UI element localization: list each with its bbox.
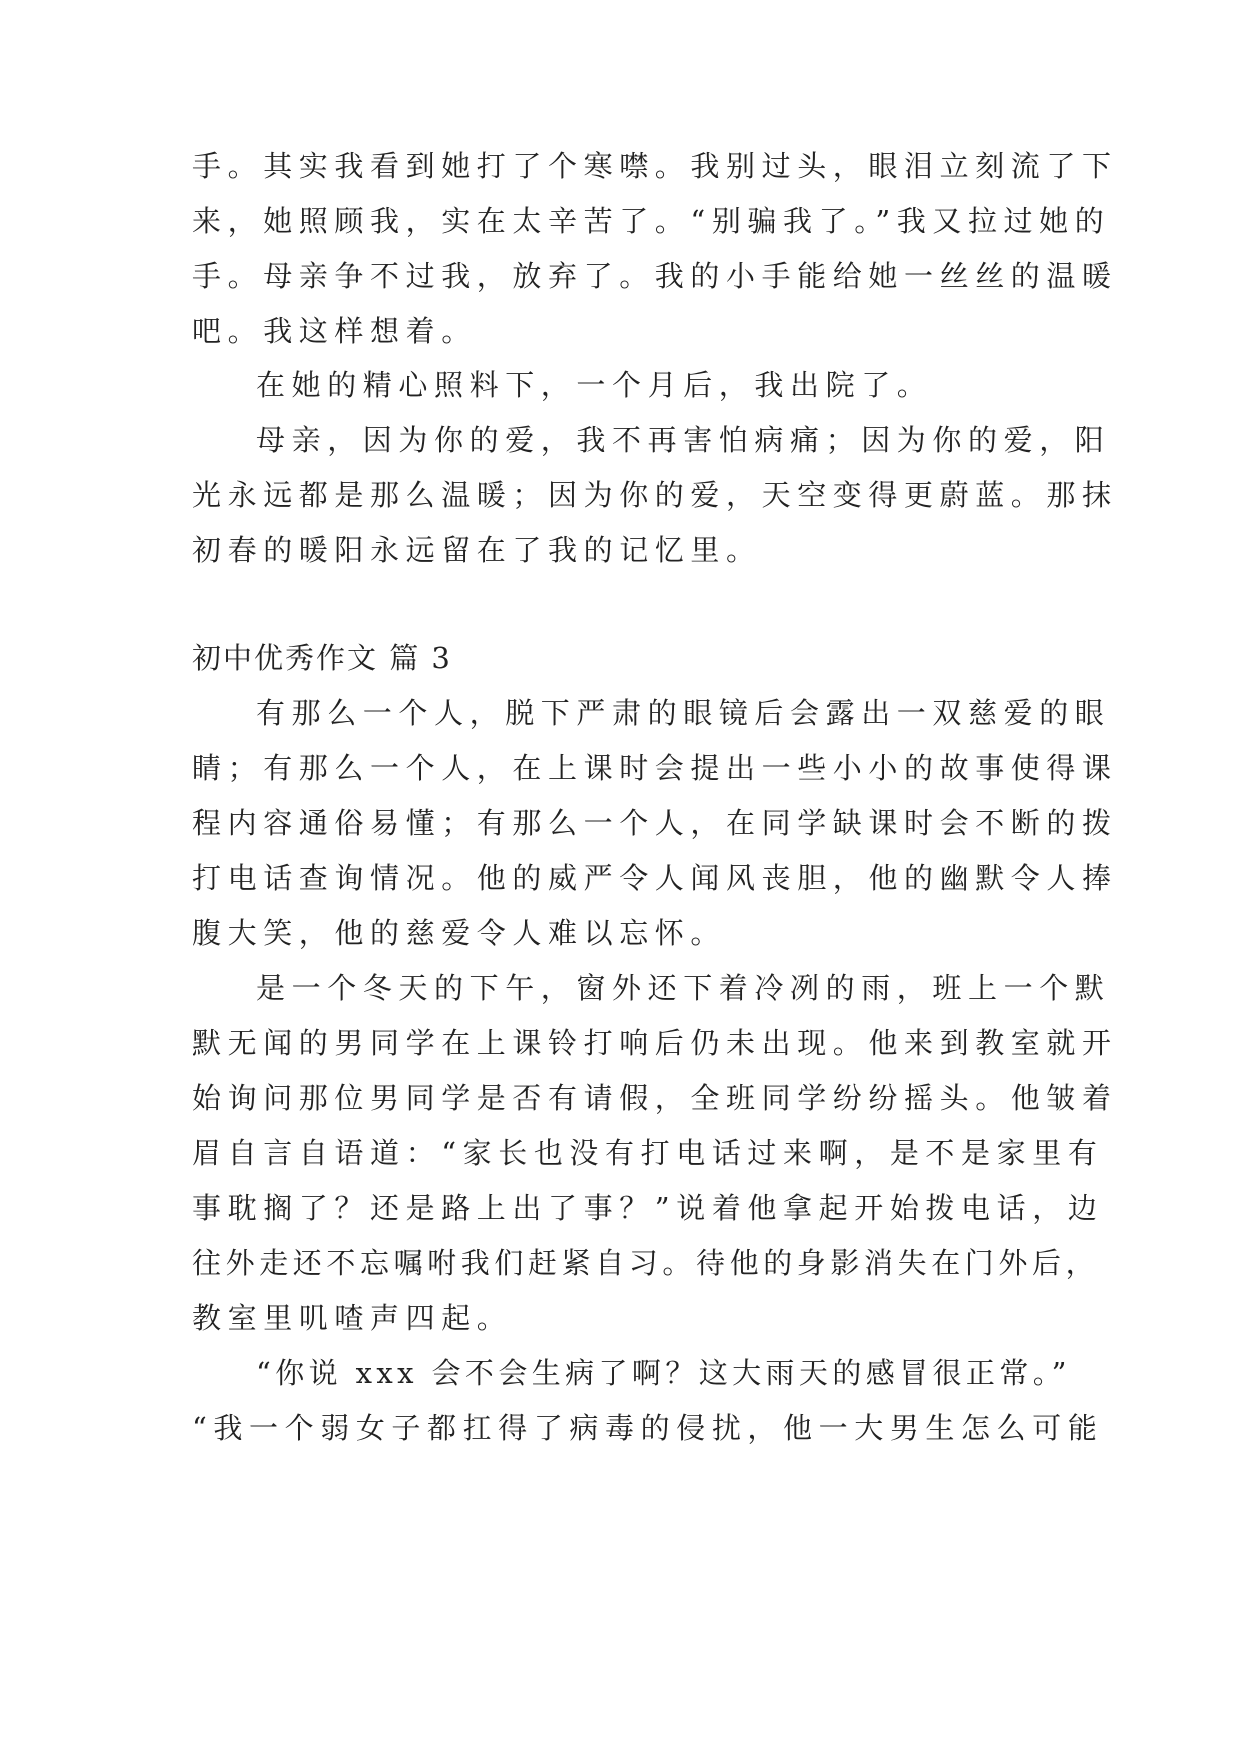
text-line: 在她的精心照料下，一个月后，我出院了。: [256, 368, 933, 402]
text-line: 眉自言自语道：“家长也没有打电话过来啊，是不是家里有: [192, 1136, 1104, 1170]
text-line: 默无闻的男同学在上课铃打响后仍未出现。他来到教室就开: [192, 1026, 1118, 1060]
section-heading: 初中优秀作文 篇 3: [192, 641, 452, 675]
text-line: 腹大笑，他的慈爱令人难以忘怀。: [192, 916, 727, 950]
text-line: 手。其实我看到她打了个寒噤。我别过头，眼泪立刻流了下: [192, 149, 1118, 183]
text-line: 睛；有那么一个人，在上课时会提出一些小小的故事使得课: [192, 751, 1118, 785]
text-line: 初春的暖阳永远留在了我的记忆里。: [192, 533, 762, 567]
text-line: 光永远都是那么温暖；因为你的爱，天空变得更蔚蓝。那抹: [192, 478, 1118, 512]
text-line: “我一个弱女子都扛得了病毒的侵扰，他一大男生怎么可能: [192, 1411, 1104, 1445]
text-line: 有那么一个人，脱下严肃的眼镜后会露出一双慈爱的眼: [256, 696, 1111, 730]
text-line: 始询问那位男同学是否有请假，全班同学纷纷摇头。他皱着: [192, 1081, 1118, 1115]
text-line: 吧。我这样想着。: [192, 314, 477, 348]
text-line: 打电话查询情况。他的威严令人闻风丧胆，他的幽默令人捧: [192, 861, 1118, 895]
text-line: 事耽搁了？还是路上出了事？”说着他拿起开始拨电话，边: [192, 1191, 1104, 1225]
text-line: 母亲，因为你的爱，我不再害怕病痛；因为你的爱，阳: [256, 423, 1111, 457]
text-line: 教室里叽喳声四起。: [192, 1301, 513, 1335]
text-line: 是一个冬天的下午，窗外还下着冷冽的雨，班上一个默: [256, 971, 1111, 1005]
text-line: “你说 xxx 会不会生病了啊？这大雨天的感冒很正常。”: [256, 1356, 1071, 1390]
text-line: 手。母亲争不过我，放弃了。我的小手能给她一丝丝的温暖: [192, 259, 1118, 293]
text-line: 程内容通俗易懂；有那么一个人，在同学缺课时会不断的拨: [192, 806, 1118, 840]
text-line: 来，她照顾我，实在太辛苦了。“别骗我了。”我又拉过她的: [192, 204, 1111, 238]
text-line: 往外走还不忘嘱咐我们赶紧自习。待他的身影消失在门外后，: [192, 1246, 1100, 1280]
